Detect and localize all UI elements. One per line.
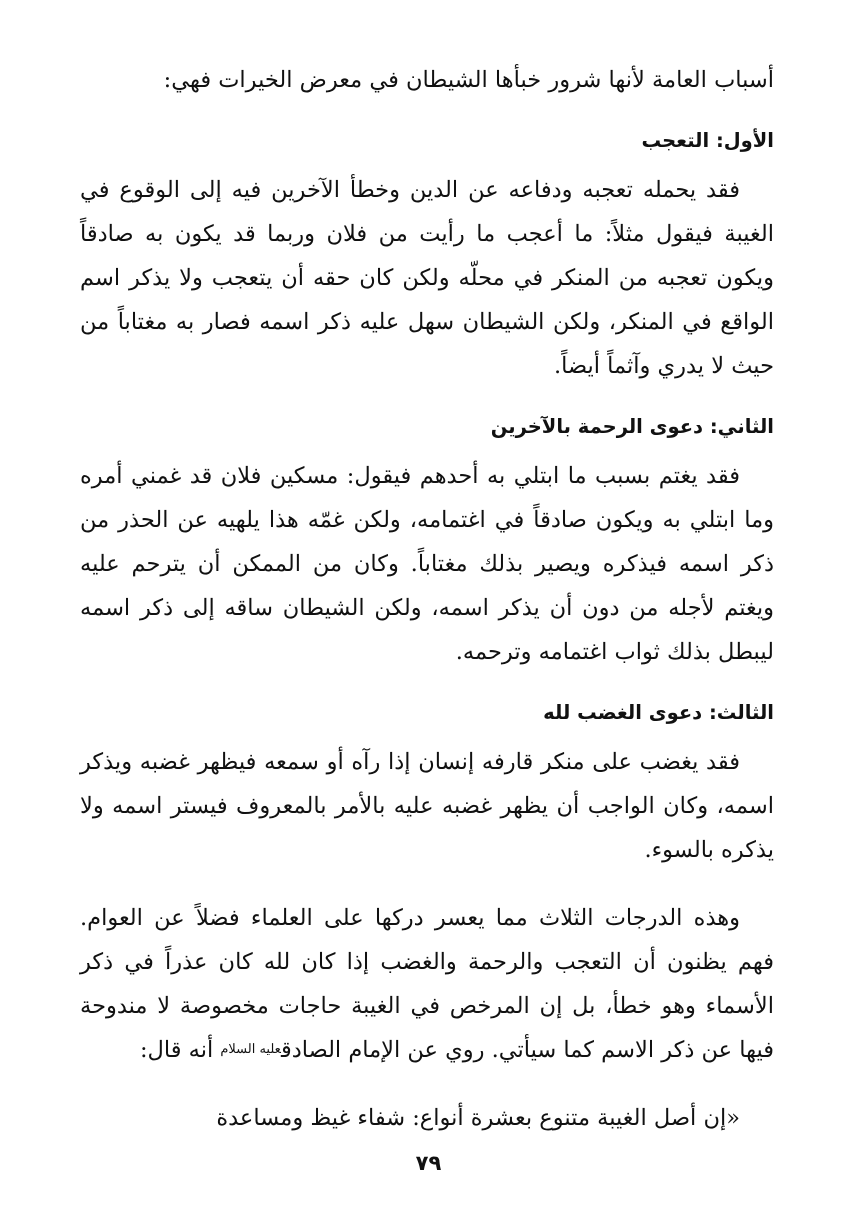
closing-tail: أنه قال: xyxy=(139,1037,221,1063)
honorific-mark: عليه السلام xyxy=(220,1042,281,1057)
page-number: ٧٩ xyxy=(415,1151,442,1175)
section-1-body: فقد يحمله تعجبه ودفاعه عن الدين وخطأ الآخرين فيه إلى الوقوع في الغيبة فيقول مثلاً: ما أعجب ما رأيت من فلان وربما قد يكون به صادقاً ويكون تعجبه من المنكر في محلّه ولكن كان حقه أن يتعجب ولا يذكر اسم الواقع في المنكر، ولكن الشيطان سهل عليه ذكر اسمه فصار به مغتاباً من حيث لا يدري وآثماً أيضاً. xyxy=(80,177,774,379)
intro-paragraph: أسباب العامة لأنها شرور خبأها الشيطان في معرض الخيرات فهي: xyxy=(163,67,774,93)
section-2-body: فقد يغتم بسبب ما ابتلي به أحدهم فيقول: مسكين فلان قد غمني أمره وما ابتلي به ويكون صادقاً في اغتمامه، ولكن غمّه هذا يلهيه عن الحذر من ذكر اسمه فيذكره ويصير بذلك مغتاباً. وكان من الممكن أن يترحم عليه ويغتم لأجله من دون أن يذكر اسمه، ولكن الشيطان ساقه إلى ذكر اسمه ليبطل بذلك ثواب اغتمامه وترحمه. xyxy=(80,463,774,665)
section-1-heading: الأول: التعجب xyxy=(641,129,774,152)
section-2-heading: الثاني: دعوى الرحمة بالآخرين xyxy=(490,415,774,438)
closing-text: وهذه الدرجات الثلاث مما يعسر دركها على العلماء فضلاً عن العوام. فهم يظنون أن التعجب والرحمة والغضب إذا كان لله كان عذراً في ذكر الأسماء وهو خطأ، بل إن المرخص في الغيبة حاجات مخصوصة لا مندوحة فيها عن ذكر الاسم كما سيأتي. روي عن الإمام الصادق xyxy=(80,905,774,1063)
section-3-body: فقد يغضب على منكر قارفه إنسان إذا رآه أو سمعه فيظهر غضبه ويذكر اسمه، وكان الواجب أن يظهر غضبه عليه بالأمر بالمعروف فيستر اسمه ولا يذكره بالسوء. xyxy=(80,749,774,863)
page-body xyxy=(80,58,774,1140)
section-3-heading: الثالث: دعوى الغضب لله xyxy=(543,701,774,724)
closing-paragraph xyxy=(80,896,774,1072)
quote-paragraph: «إن أصل الغيبة متنوع بعشرة أنواع: شفاء غيظ ومساعدة xyxy=(216,1105,740,1131)
